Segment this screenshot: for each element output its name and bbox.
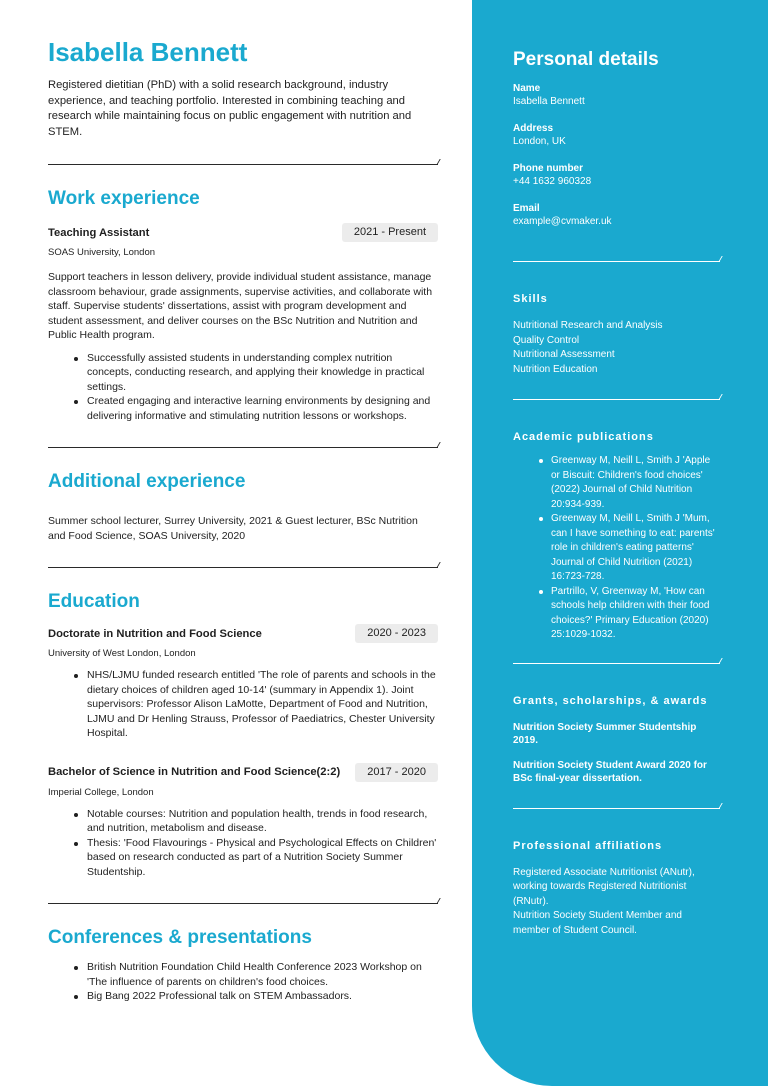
education-entry-header [48,624,438,643]
list-item: Notable courses: Nutrition and population health, trends in food research, and nutrition, metabolism and disease. [72,807,438,836]
publication-item: Greenway M, Neill L, Smith J 'Mum, can I have something to eat: parents' role in children's eating patterns' Journal of Child Nutrition (2021) 16:723-728. [537,512,720,585]
phone-label: Phone number [513,163,584,174]
section-divider [48,164,438,165]
publications-list [513,454,720,643]
additional-text: Summer school lecturer, Surrey University, 2021 & Guest lecturer, BSc Nutrition and Food Science, SOAS University, 2020 [48,515,418,542]
education-entry-header [48,763,438,782]
work-bullet-list [48,351,438,424]
phone-value: +44 1632 960328 [513,176,592,187]
work-organisation: SOAS University, London [48,247,156,258]
date-badge: 2020 - 2023 [355,624,438,643]
personal-details-title: Personal details [513,49,659,70]
publication-item: Partrillo, V, Greenway M, 'How can schools help children with their food choices?' Primary Education (2020) 25:1029-1032. [537,585,720,643]
education-institution: University of West London, London [48,648,196,659]
list-item: Big Bang 2022 Professional talk on STEM Ambassadors. [72,989,438,1004]
email-value: example@cvmaker.uk [513,216,612,227]
conferences-bullet-list [48,960,438,1004]
date-badge: 2021 - Present [342,223,438,242]
affiliation-item: Registered Associate Nutritionist (ANutr), working towards Registered Nutritionist (RNutr). [513,866,695,907]
list-item: Created engaging and interactive learning environments by designing and delivering informative and stimulating nutrition lessons or workshops. [72,394,438,423]
date-badge: 2017 - 2020 [355,763,438,782]
publications-title: Academic publications [513,431,654,443]
degree-title: Doctorate in Nutrition and Food Science [48,627,262,640]
list-item: NHS/LJMU funded research entitled 'The role of parents and schools in the dietary choices of children aged 10-14' (summary in Appendix 1). Joint supervisors: Professor Alison LaMotte, Department of Food and Nutrition, LJMU and Dr Henling Strauss, Professor of Paediatrics, Chester University Hospital. [72,668,438,741]
section-divider [48,903,438,904]
email-label: Email [513,203,540,214]
skills-title: Skills [513,293,548,305]
award-item: Nutrition Society Student Award 2020 for BSc final-year dissertation. [513,759,707,784]
sidebar-divider [513,663,720,664]
profile-summary: Registered dietitian (PhD) with a solid research background, industry experience, and teaching portfolio. Interested in combining teaching and research while maintaining focus on public engagement with nutrition and STEM. [48,79,412,138]
list-item: Successfully assisted students in understanding complex nutrition concepts, conducting research, and applying their knowledge in practical settings. [72,351,438,395]
conferences-section [48,926,438,1004]
section-title-additional: Additional experience [48,471,246,492]
section-divider [48,447,438,448]
section-title-education: Education [48,591,140,612]
sidebar-divider [513,808,720,809]
sidebar-divider [513,399,720,400]
grants-title: Grants, scholarships, & awards [513,694,708,707]
education-bullet-list [48,807,438,880]
skill-item: Nutritional Assessment [513,349,615,360]
degree-title: Bachelor of Science in Nutrition and Food Science(2:2) [48,766,341,778]
work-role: Teaching Assistant [48,226,150,239]
publication-item: Greenway M, Neill L, Smith J 'Apple or Biscuit: Children's food choices' (2022) Journal of Child Nutrition 20:934-939. [537,454,720,512]
name-value: Isabella Bennett [513,96,585,107]
skill-item: Quality Control [513,334,580,346]
award-item: Nutrition Society Summer Studentship 2019. [513,721,697,746]
education-section [48,590,438,904]
section-title-work: Work experience [48,188,200,209]
skill-item: Nutrition Education [513,363,598,375]
additional-experience-section [48,470,438,568]
skills-list [513,319,720,377]
sidebar [472,0,768,1086]
work-description: Support teachers in lesson delivery, provide individual student assistance, manage classroom behaviour, grade assignments, supervise activities, and collaborate with staff. Supervise students' dissertations, assist with program development and student assessment, and deliver courses on the BSc Nutrition and Nutrition and Public Health program. [48,271,433,341]
address-value: London, UK [513,136,566,147]
affiliations-title: Professional affiliations [513,839,663,852]
skill-item: Nutritional Research and Analysis [513,320,663,331]
candidate-name: Isabella Bennett [48,37,248,67]
main-column [48,36,438,1004]
education-bullet-list [48,668,438,741]
list-item: British Nutrition Foundation Child Health Conference 2023 Workshop on 'The influence of parents on children's food choices. [72,960,438,989]
education-institution: Imperial College, London [48,786,154,798]
section-title-conferences: Conferences & presentations [48,927,312,948]
section-divider [48,567,438,568]
name-label: Name [513,83,541,94]
sidebar-divider [513,261,720,262]
work-entry-header [48,223,438,242]
address-label: Address [513,123,554,134]
affiliation-item: Nutrition Society Student Member and member of Student Council. [513,910,682,936]
work-experience-section [48,187,438,448]
list-item: Thesis: 'Food Flavourings - Physical and Psychological Effects on Children' based on research conducted as part of a Nutrition Society Summer Studentship. [72,836,438,880]
